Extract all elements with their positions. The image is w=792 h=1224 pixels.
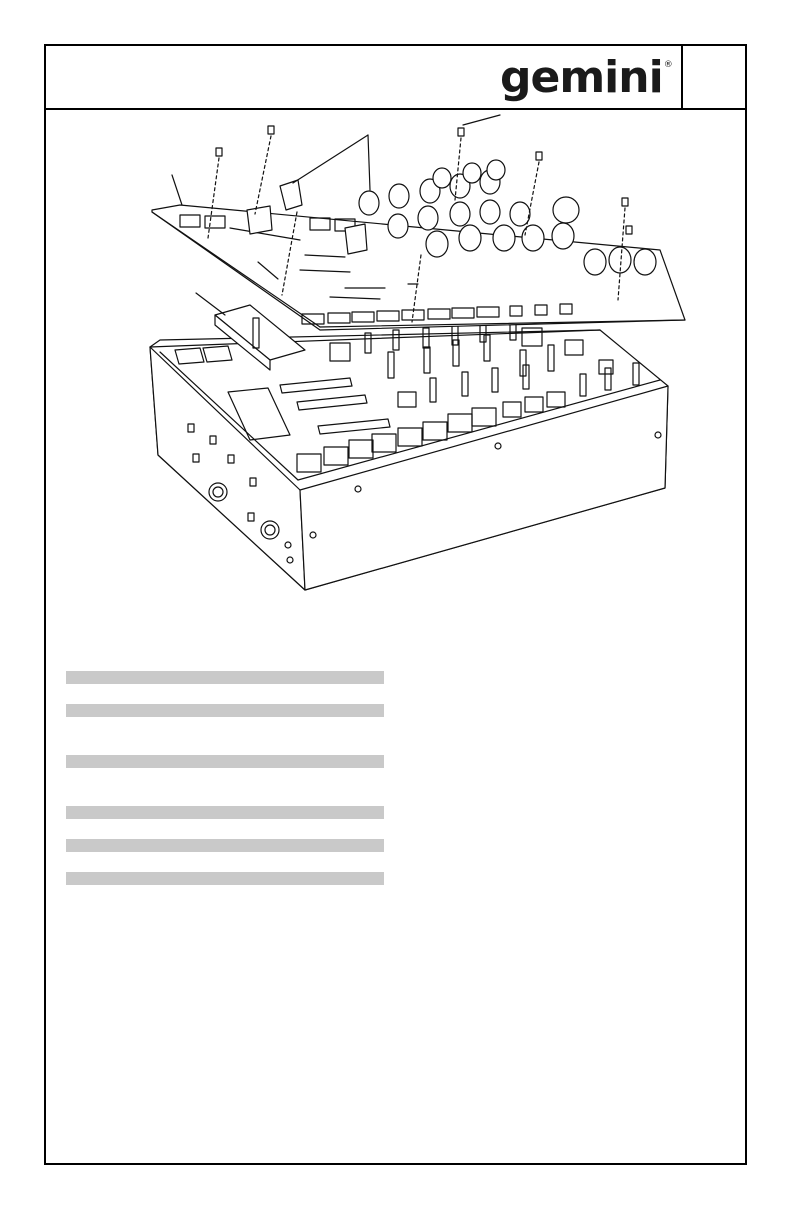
redacted-line: [66, 806, 384, 819]
redacted-line: [66, 704, 384, 717]
redacted-line: [66, 839, 384, 852]
exploded-mixer-diagram: [140, 110, 700, 610]
page-number-cell: [681, 46, 745, 108]
top-plate: [152, 160, 685, 330]
redacted-line: [66, 755, 384, 768]
chassis: [150, 330, 668, 590]
logo-wordmark: gemini: [500, 52, 663, 103]
page-header: [46, 46, 745, 110]
redacted-line: [66, 671, 384, 684]
registered-mark: ®: [663, 60, 673, 70]
gemini-logo: [500, 52, 673, 103]
redacted-line: [66, 872, 384, 885]
